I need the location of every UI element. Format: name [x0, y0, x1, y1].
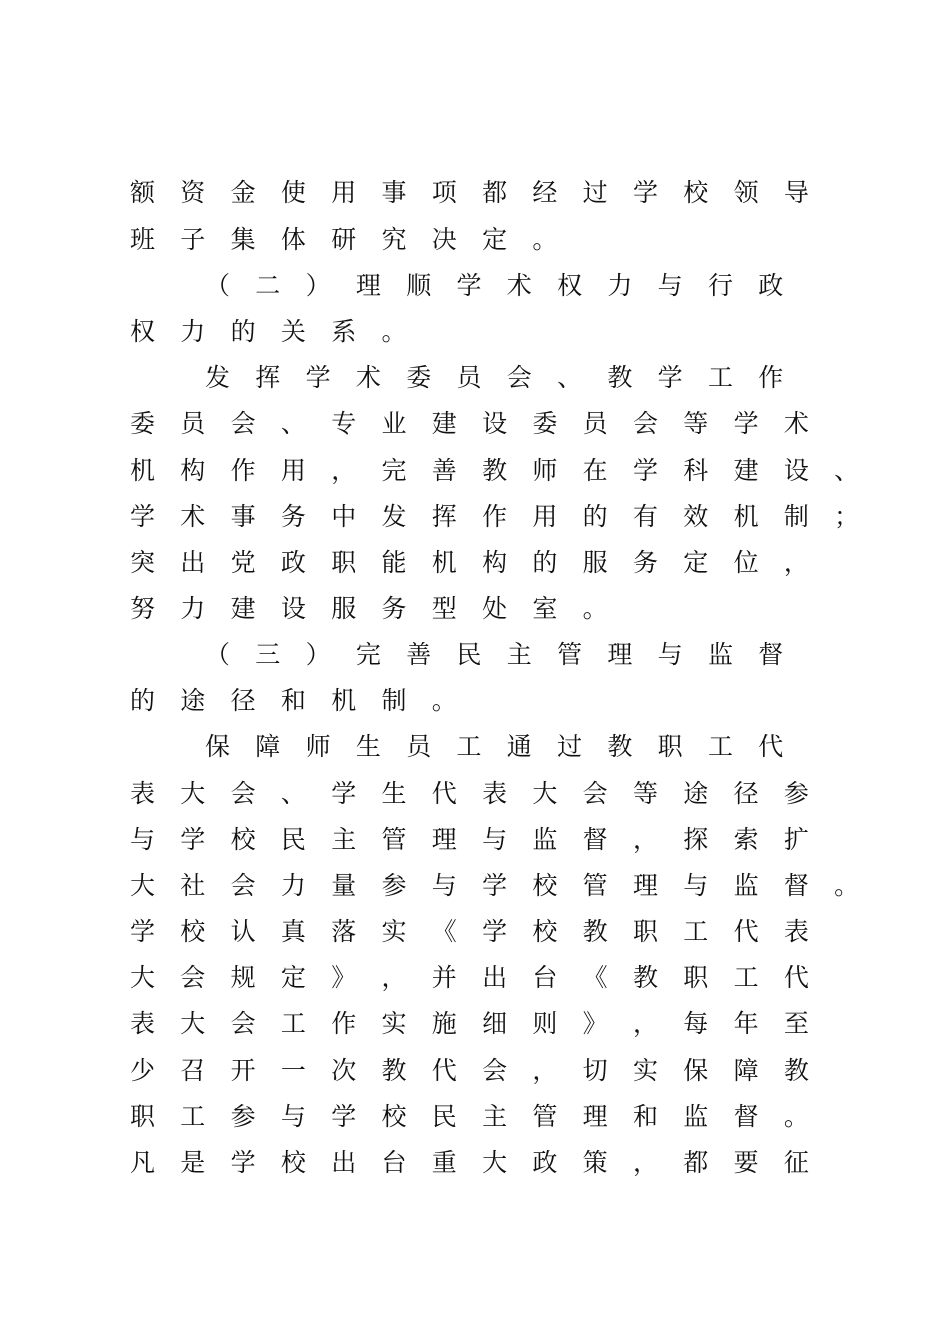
text-line: 凡 是 学 校 出 台 重 大 政 策 ， 都 要 征: [130, 1148, 809, 1177]
text-line: 发 挥 学 术 委 员 会 、 教 学 工 作: [205, 363, 784, 392]
text-line: 大 会 规 定 》 ， 并 出 台 《 教 职 工 代: [130, 963, 809, 992]
text-line: 学 校 认 真 落 实 《 学 校 教 职 工 代 表: [130, 917, 809, 946]
text-line: 表 大 会 工 作 实 施 细 则 》 ， 每 年 至: [130, 1009, 809, 1038]
text-line: 职 工 参 与 学 校 民 主 管 理 和 监 督 。: [130, 1102, 809, 1131]
text-line: 额 资 金 使 用 事 项 都 经 过 学 校 领 导: [130, 178, 809, 207]
text-line: 班 子 集 体 研 究 决 定 。: [130, 225, 558, 254]
text-line: 委 员 会 、 专 业 建 设 委 员 会 等 学 术: [130, 409, 809, 438]
text-line: 与 学 校 民 主 管 理 与 监 督 ， 探 索 扩: [130, 825, 809, 854]
section-heading: （ 三 ） 完 善 民 主 管 理 与 监 督: [205, 640, 784, 669]
text-line: 努 力 建 设 服 务 型 处 室 。: [130, 594, 608, 623]
text-line: 机 构 作 用 ， 完 善 教 师 在 学 科 建 设 、: [130, 456, 860, 485]
text-line: 表 大 会 、 学 生 代 表 大 会 等 途 径 参: [130, 779, 809, 808]
text-line: 大 社 会 力 量 参 与 学 校 管 理 与 监 督 。: [130, 871, 860, 900]
section-heading: 权 力 的 关 系 。: [130, 317, 407, 346]
text-line: 少 召 开 一 次 教 代 会 ， 切 实 保 障 教: [130, 1056, 809, 1085]
text-line: 学 术 事 务 中 发 挥 作 用 的 有 效 机 制 ；: [130, 502, 860, 531]
text-line: 突 出 党 政 职 能 机 构 的 服 务 定 位 ，: [130, 548, 809, 577]
section-heading: 的 途 径 和 机 制 。: [130, 686, 457, 715]
section-heading: （ 二 ） 理 顺 学 术 权 力 与 行 政: [205, 271, 784, 300]
text-line: 保 障 师 生 员 工 通 过 教 职 工 代: [205, 732, 784, 761]
